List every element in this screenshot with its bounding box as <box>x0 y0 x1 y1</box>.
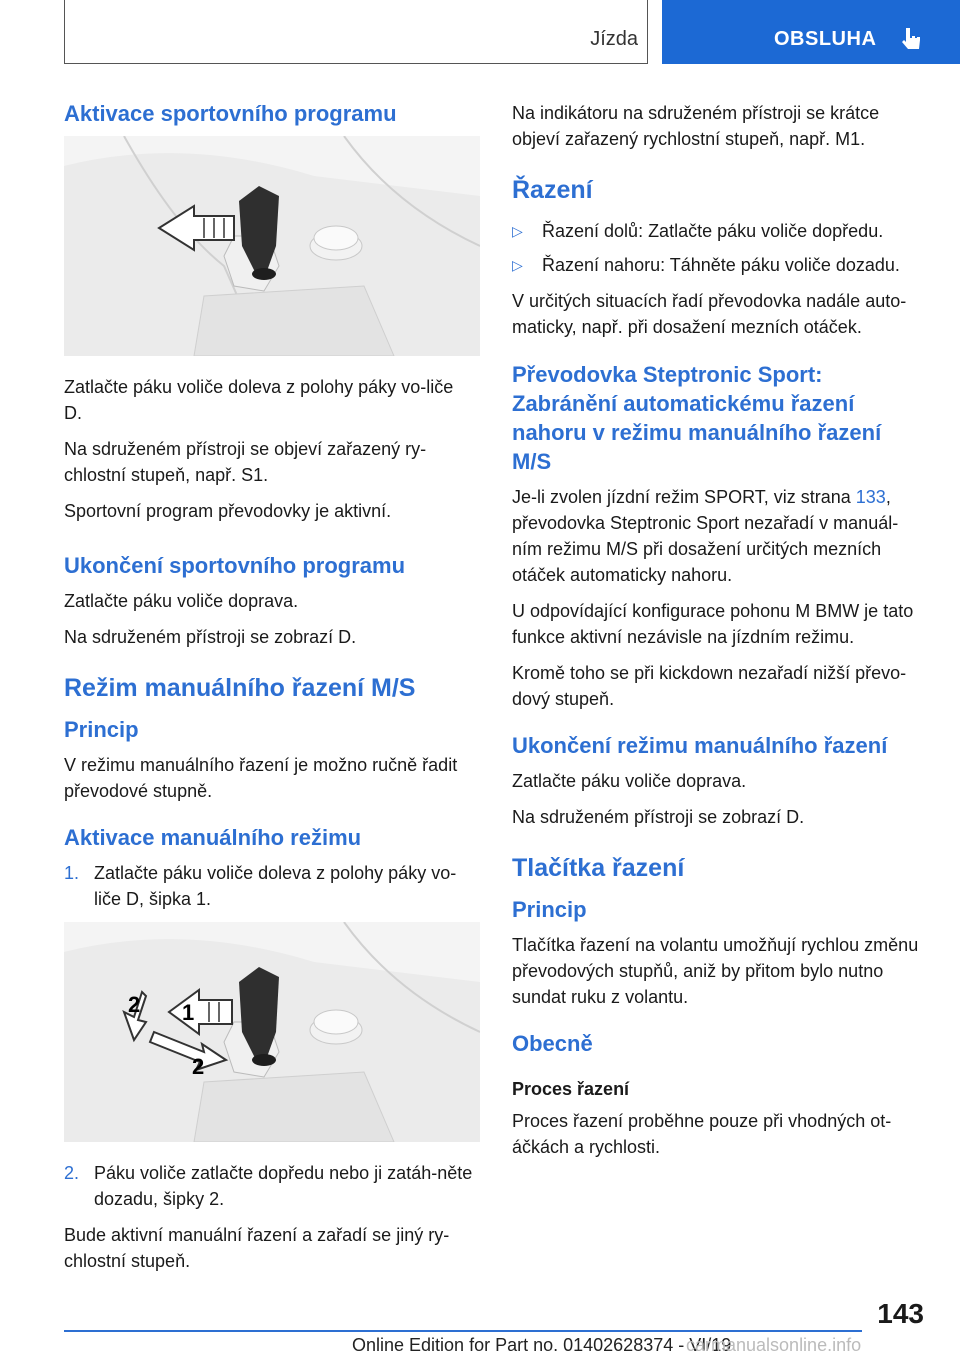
step-text: Páku voliče zatlačte dopředu nebo ji zatáh-něte dozadu, šipky 2. <box>94 1163 473 1209</box>
heading-steptronic: Převodovka Steptronic Sport: Zabránění automatickému řazení nahoru v režimu manuálního řazení M/S <box>512 362 882 474</box>
list-item <box>512 218 924 244</box>
paragraph-end-2: Na sdruženém přístroji se zobrazí D. <box>64 627 357 647</box>
footer-watermark: carmanualsonline.info <box>686 1335 862 1355</box>
paragraph-shift-buttons: Tlačítka řazení na volantu umožňují rychlou změnu převodových stupňů, aniž by přitom bylo nutno sundat ruku z volantu. <box>512 935 919 1007</box>
shift-up-text: Řazení nahoru: Táhněte páku voliče dozadu. <box>542 255 900 275</box>
header-section-title: Jízda <box>590 28 638 50</box>
heading-princip: Princip <box>64 717 139 742</box>
heading-manual-mode: Režim manuálního řazení M/S <box>64 674 416 702</box>
paragraph-final: Bude aktivní manuální řazení a zařadí se jiný ry-chlostní stupeň. <box>64 1225 450 1271</box>
paragraph-m-bmw: U odpovídající konfigurace pohonu M BMW je tato funkce aktivní nezávisle na jízdním režimu. <box>512 601 914 647</box>
right-column <box>512 100 924 1170</box>
footer-edition: Online Edition for Part no. 01402628374 - VI/19 <box>352 1335 732 1355</box>
paragraph-proces: Proces řazení proběhne pouze při vhodných ot-áčkách a rychlosti. <box>512 1111 892 1157</box>
page-number: 143 <box>877 1298 924 1329</box>
footer-rule <box>64 1330 862 1332</box>
arrow-label-2: 2 <box>128 992 141 1017</box>
paragraph-sport-2: Na sdruženém přístroji se objeví zařazený ry-chlostní stupeň, např. S1. <box>64 439 427 485</box>
shift-down-text: Řazení dolů: Zatlačte páku voliče dopředu. <box>542 221 884 241</box>
left-column <box>64 100 476 1284</box>
gear-selector-photo-1 <box>64 136 480 356</box>
paragraph-end-1: Zatlačte páku voliče doprava. <box>64 591 299 611</box>
step-text: Zatlačte páku voliče doleva z polohy páky vo-liče D, šipka 1. <box>94 863 457 909</box>
page-link-133[interactable]: 133 <box>855 487 886 507</box>
paragraph-indicator: Na indikátoru na sdruženém přístroji se krátce objeví zařazený rychlostní stupeň, např. M1. <box>512 103 880 149</box>
paragraph-princip: V režimu manuálního řazení je možno ručně řadit převodové stupně. <box>64 755 458 801</box>
triangle-bullet-icon: ▷ <box>512 223 523 239</box>
heading-proces: Proces řazení <box>512 1079 630 1099</box>
heading-sport-activate: Aktivace sportovního programu <box>64 101 397 126</box>
list-item <box>512 252 924 278</box>
arrow-label-1: 1 <box>182 1000 195 1025</box>
paragraph-auto: V určitých situacích řadí převodovka nadále auto-maticky, např. při dosažení mezních otáček. <box>512 291 907 337</box>
heading-shift-buttons: Tlačítka řazení <box>512 854 685 882</box>
paragraph-sport-1: Zatlačte páku voliče doleva z polohy páky vo-liče D. <box>64 377 454 423</box>
step-number: 2. <box>64 1163 80 1183</box>
header-frame <box>64 0 648 64</box>
step-number: 1. <box>64 863 80 883</box>
pointing-hand-icon <box>898 26 924 59</box>
paragraph-sport-mode <box>512 484 924 588</box>
heading-manual-activate: Aktivace manuálního režimu <box>64 825 362 850</box>
paragraph-sport-3: Sportovní program převodovky je aktivní. <box>64 501 392 521</box>
sport-mode-text-post: , převodovka Steptronic Sport nezařadí v manuál-ním režimu M/S při dosažení určitých mezních otáček automaticky nahoru. <box>512 487 899 585</box>
header-tab-label: OBSLUHA <box>774 28 877 50</box>
heading-razeni: Řazení <box>512 176 593 204</box>
heading-obecne: Obecně <box>512 1031 593 1056</box>
list-item <box>64 1160 476 1212</box>
triangle-bullet-icon: ▷ <box>512 257 523 273</box>
paragraph-end-manual-1: Zatlačte páku voliče doprava. <box>512 771 747 791</box>
heading-sport-end: Ukončení sportovního programu <box>64 553 406 578</box>
header-tab-obsluha[interactable] <box>662 0 960 64</box>
paragraph-end-manual-2: Na sdruženém přístroji se zobrazí D. <box>512 807 805 827</box>
heading-princip-2: Princip <box>512 897 587 922</box>
sport-mode-text-pre: Je-li zvolen jízdní režim SPORT, viz strana <box>512 487 856 507</box>
steps-list-2 <box>64 1160 476 1212</box>
paragraph-kickdown: Kromě toho se při kickdown nezařadí nižší převo-dový stupeň. <box>512 663 907 709</box>
list-item <box>64 860 476 912</box>
shift-list <box>512 218 924 278</box>
heading-end-manual: Ukončení režimu manuálního řazení <box>512 733 888 758</box>
arrow-label-2b: 2 <box>192 1054 205 1079</box>
steps-list <box>64 860 476 912</box>
gear-selector-photo-2 <box>64 922 480 1142</box>
